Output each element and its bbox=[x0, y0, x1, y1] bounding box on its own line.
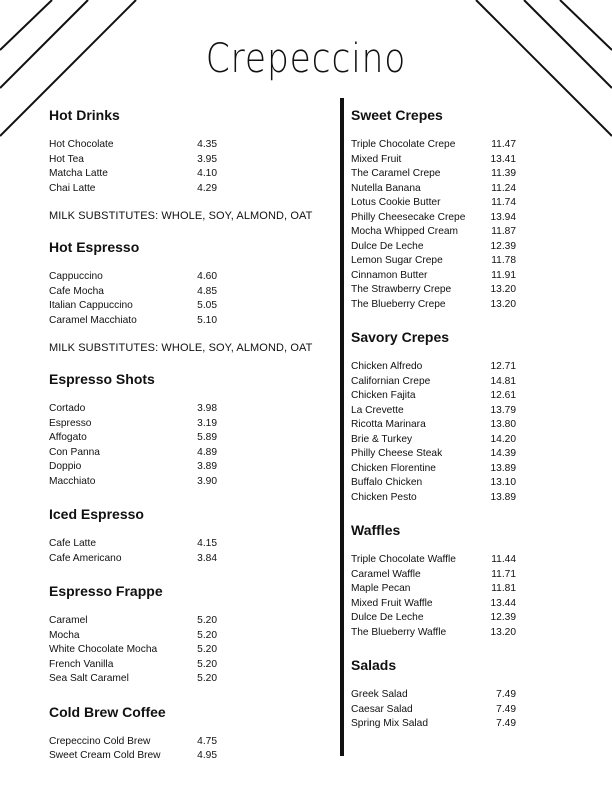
section-title: Salads bbox=[351, 657, 397, 673]
menu-item bbox=[351, 597, 531, 612]
menu-item bbox=[351, 182, 531, 197]
menu-item-name: Matcha Latte bbox=[49, 168, 108, 179]
section-waffles bbox=[351, 521, 531, 640]
menu-item-name: White Chocolate Mocha bbox=[49, 644, 158, 655]
menu-item-price: 5.89 bbox=[197, 432, 217, 443]
menu-item-name: Ricotta Marinara bbox=[351, 419, 426, 430]
menu-item bbox=[351, 703, 531, 718]
menu-item-price: 5.05 bbox=[197, 300, 217, 311]
menu-item bbox=[351, 211, 531, 226]
menu-item bbox=[49, 182, 329, 197]
section-hot-drinks bbox=[49, 106, 329, 222]
menu-item bbox=[351, 582, 531, 597]
menu-item bbox=[49, 270, 329, 285]
menu-item-price: 11.71 bbox=[491, 568, 516, 580]
section-cold-brew-coffee bbox=[49, 703, 329, 764]
menu-item-price: 13.80 bbox=[490, 419, 516, 430]
section-title: Sweet Crepes bbox=[351, 107, 443, 123]
menu-item-price: 11.44 bbox=[491, 554, 516, 565]
milk-substitutes-note: MILK SUBSTITUTES: WHOLE, SOY, ALMOND, OAT bbox=[49, 342, 313, 354]
menu-item-name: Lemon Sugar Crepe bbox=[351, 255, 443, 266]
menu-item bbox=[49, 475, 329, 490]
menu-item-price: 4.60 bbox=[197, 271, 217, 282]
menu-item-name: Chicken Alfredo bbox=[351, 361, 423, 372]
menu-item-name: Cafe Mocha bbox=[49, 285, 104, 297]
menu-item-price: 13.20 bbox=[490, 284, 516, 295]
menu-item-name: Maple Pecan bbox=[351, 583, 411, 594]
menu-item-price: 3.84 bbox=[197, 552, 217, 564]
menu-item bbox=[351, 553, 531, 568]
menu-item-price: 14.39 bbox=[490, 448, 516, 459]
menu-item bbox=[351, 225, 531, 240]
menu-item-name: Caramel bbox=[49, 615, 88, 626]
menu-item bbox=[49, 614, 329, 629]
menu-item-name: Italian Cappuccino bbox=[49, 300, 133, 311]
menu-item bbox=[49, 446, 329, 461]
menu-item-price: 7.49 bbox=[496, 689, 516, 700]
menu-item-price: 5.20 bbox=[197, 658, 217, 670]
menu-item bbox=[49, 285, 329, 300]
menu-item-name: Brie & Turkey bbox=[351, 433, 413, 445]
menu-item bbox=[351, 360, 531, 375]
menu-item-price: 13.79 bbox=[490, 404, 516, 416]
menu-item-name: The Caramel Crepe bbox=[351, 168, 441, 179]
menu-item-price: 13.89 bbox=[490, 491, 516, 503]
menu-item-name: Caesar Salad bbox=[351, 703, 413, 715]
menu-item-name: Lotus Cookie Butter bbox=[351, 197, 441, 208]
menu-item-price: 13.89 bbox=[490, 462, 516, 474]
menu-item-price: 4.10 bbox=[197, 168, 217, 179]
menu-item-name: Caramel Macchiato bbox=[49, 314, 137, 326]
menu-item-price: 4.35 bbox=[197, 139, 217, 150]
menu-item bbox=[49, 537, 329, 552]
menu-item bbox=[49, 167, 329, 182]
menu-item-list bbox=[49, 270, 329, 328]
section-title: Cold Brew Coffee bbox=[49, 703, 166, 720]
menu-item-price: 3.89 bbox=[197, 461, 217, 472]
section-title: Hot Drinks bbox=[49, 107, 120, 123]
menu-item-price: 4.75 bbox=[197, 735, 217, 747]
menu-title: Crepeccino bbox=[205, 36, 407, 82]
menu-item-price: 5.20 bbox=[197, 673, 217, 684]
menu-item-price: 14.20 bbox=[490, 433, 516, 445]
menu-item bbox=[351, 404, 531, 419]
menu-item-name: Buffalo Chicken bbox=[351, 477, 423, 488]
menu-item-name: Californian Crepe bbox=[351, 375, 431, 387]
menu-item bbox=[49, 749, 329, 764]
left-menu-column bbox=[49, 106, 329, 764]
menu-item-name: Triple Chocolate Waffle bbox=[351, 554, 456, 565]
menu-item-name: Cafe Americano bbox=[49, 552, 122, 564]
menu-item-price: 3.90 bbox=[197, 475, 217, 487]
menu-item-price: 5.10 bbox=[197, 314, 217, 326]
menu-item bbox=[351, 433, 531, 448]
menu-item-price: 11.81 bbox=[491, 583, 516, 594]
menu-item bbox=[351, 688, 531, 703]
menu-item bbox=[351, 269, 531, 284]
menu-item-price: 3.95 bbox=[197, 153, 217, 165]
menu-item-price: 11.39 bbox=[491, 168, 516, 179]
menu-item-name: Hot Tea bbox=[49, 153, 84, 165]
section-title: Espresso Shots bbox=[49, 371, 155, 387]
menu-item bbox=[49, 460, 329, 475]
menu-item bbox=[49, 431, 329, 446]
menu-item-price: 3.19 bbox=[197, 417, 217, 429]
menu-item-list bbox=[351, 553, 531, 640]
menu-item-name: Caramel Waffle bbox=[351, 568, 421, 580]
menu-item bbox=[351, 240, 531, 255]
menu-item-name: Cafe Latte bbox=[49, 538, 97, 549]
menu-item-price: 13.10 bbox=[490, 477, 516, 488]
menu-item-price: 11.47 bbox=[491, 139, 516, 150]
menu-item bbox=[49, 658, 329, 673]
menu-item-name: Macchiato bbox=[49, 475, 96, 487]
menu-item-price: 11.74 bbox=[491, 197, 516, 208]
menu-item bbox=[351, 375, 531, 390]
menu-item bbox=[351, 298, 531, 313]
menu-item-list bbox=[351, 138, 531, 312]
menu-item-list bbox=[49, 138, 329, 196]
right-menu-column bbox=[351, 106, 531, 732]
menu-item-price: 5.20 bbox=[197, 644, 217, 655]
menu-item bbox=[49, 735, 329, 750]
menu-item-price: 5.20 bbox=[197, 629, 217, 641]
section-sweet-crepes bbox=[351, 106, 531, 312]
menu-item-list bbox=[351, 688, 531, 732]
menu-item-price: 7.49 bbox=[496, 703, 516, 715]
menu-item bbox=[351, 568, 531, 583]
menu-item bbox=[49, 672, 329, 687]
menu-item bbox=[351, 167, 531, 182]
menu-item-name: Greek Salad bbox=[351, 689, 408, 700]
menu-item bbox=[351, 717, 531, 732]
section-espresso-shots bbox=[49, 370, 329, 489]
menu-item-list bbox=[49, 735, 329, 764]
menu-item bbox=[351, 389, 531, 404]
menu-item-price: 12.61 bbox=[490, 390, 516, 401]
section-title: Hot Espresso bbox=[49, 239, 140, 255]
menu-item-price: 5.20 bbox=[197, 615, 217, 626]
menu-item-name: Dulce De Leche bbox=[351, 612, 424, 623]
menu-item-list bbox=[49, 402, 329, 489]
menu-item-price: 7.49 bbox=[496, 718, 516, 729]
menu-item-name: Cortado bbox=[49, 403, 86, 414]
section-savory-crepes bbox=[351, 328, 531, 505]
menu-item-price: 12.39 bbox=[490, 240, 516, 252]
menu-item bbox=[351, 196, 531, 211]
menu-item-price: 13.44 bbox=[490, 597, 516, 609]
section-title: Savory Crepes bbox=[351, 329, 450, 345]
menu-item bbox=[49, 153, 329, 168]
menu-item bbox=[351, 138, 531, 153]
section-spacer bbox=[49, 566, 329, 582]
section-title: Waffles bbox=[351, 522, 401, 538]
menu-item bbox=[351, 462, 531, 477]
menu-item bbox=[351, 418, 531, 433]
menu-item-price: 4.29 bbox=[197, 182, 217, 194]
menu-item bbox=[49, 629, 329, 644]
menu-item bbox=[351, 491, 531, 506]
section-spacer bbox=[49, 489, 329, 505]
section-iced-espresso bbox=[49, 505, 329, 566]
menu-item bbox=[351, 626, 531, 641]
menu-item-name: Espresso bbox=[49, 417, 92, 429]
menu-item-price: 13.20 bbox=[490, 626, 516, 638]
menu-item-price: 11.78 bbox=[491, 255, 516, 266]
menu-item-name: Triple Chocolate Crepe bbox=[351, 139, 456, 150]
menu-item-name: French Vanilla bbox=[49, 658, 114, 670]
menu-item bbox=[351, 254, 531, 269]
menu-item-name: La Crevette bbox=[351, 404, 404, 416]
menu-item-name: Chai Latte bbox=[49, 182, 96, 194]
menu-item bbox=[351, 476, 531, 491]
section-espresso-frappe bbox=[49, 582, 329, 687]
menu-item-name: Cinnamon Butter bbox=[351, 269, 428, 281]
menu-item-name: The Blueberry Crepe bbox=[351, 298, 446, 310]
menu-item-list bbox=[49, 537, 329, 566]
menu-item-name: Hot Chocolate bbox=[49, 139, 114, 150]
menu-item-price: 13.94 bbox=[490, 211, 516, 223]
menu-item-price: 13.20 bbox=[490, 298, 516, 310]
section-spacer bbox=[351, 640, 531, 656]
menu-item-price: 3.98 bbox=[197, 403, 217, 414]
menu-item-name: Philly Cheese Steak bbox=[351, 448, 443, 459]
menu-item bbox=[49, 314, 329, 329]
section-spacer bbox=[49, 687, 329, 703]
menu-item-name: Con Panna bbox=[49, 446, 100, 458]
menu-item-name: The Blueberry Waffle bbox=[351, 626, 447, 638]
menu-item-name: Mixed Fruit bbox=[351, 153, 402, 165]
menu-item-name: Chicken Fajita bbox=[351, 390, 416, 401]
menu-item-price: 4.89 bbox=[197, 446, 217, 458]
menu-item-price: 12.39 bbox=[490, 612, 516, 623]
menu-item-name: Sweet Cream Cold Brew bbox=[49, 750, 161, 761]
menu-item-price: 4.95 bbox=[197, 750, 217, 761]
section-title: Iced Espresso bbox=[49, 506, 144, 522]
column-divider bbox=[340, 98, 344, 756]
menu-item-price: 11.91 bbox=[491, 269, 516, 281]
menu-item-name: Mocha bbox=[49, 629, 80, 641]
section-spacer bbox=[49, 222, 329, 238]
menu-item-price: 11.24 bbox=[491, 182, 516, 194]
menu-item-name: Chicken Florentine bbox=[351, 462, 436, 474]
menu-item-name: Sea Salt Caramel bbox=[49, 673, 129, 684]
menu-item-name: Mocha Whipped Cream bbox=[351, 226, 459, 237]
menu-item bbox=[351, 611, 531, 626]
menu-item-price: 12.71 bbox=[490, 361, 516, 372]
menu-item-price: 4.15 bbox=[197, 538, 217, 549]
menu-item-name: Spring Mix Salad bbox=[351, 718, 429, 729]
section-title: Espresso Frappe bbox=[49, 583, 163, 599]
section-spacer bbox=[351, 312, 531, 328]
menu-item-name: Affogato bbox=[49, 432, 87, 443]
section-salads bbox=[351, 656, 531, 732]
menu-item-name: Doppio bbox=[49, 461, 82, 472]
menu-item bbox=[351, 447, 531, 462]
menu-item bbox=[351, 283, 531, 298]
menu-item-price: 4.85 bbox=[197, 285, 217, 297]
menu-item-name: The Strawberry Crepe bbox=[351, 284, 452, 295]
menu-item-price: 13.41 bbox=[490, 153, 516, 165]
menu-item-name: Chicken Pesto bbox=[351, 491, 417, 503]
menu-item-price: 14.81 bbox=[490, 375, 516, 387]
section-spacer bbox=[351, 505, 531, 521]
menu-item-name: Philly Cheesecake Crepe bbox=[351, 211, 466, 223]
menu-item-name: Mixed Fruit Waffle bbox=[351, 597, 433, 609]
menu-item bbox=[49, 138, 329, 153]
menu-item-name: Cappuccino bbox=[49, 271, 103, 282]
menu-item bbox=[49, 299, 329, 314]
menu-item bbox=[49, 402, 329, 417]
menu-item-name: Crepeccino Cold Brew bbox=[49, 735, 151, 747]
menu-item-name: Dulce De Leche bbox=[351, 240, 424, 252]
menu-item-price: 11.87 bbox=[491, 226, 516, 237]
menu-item bbox=[49, 552, 329, 567]
menu-item bbox=[351, 153, 531, 168]
section-spacer bbox=[49, 354, 329, 370]
milk-substitutes-note: MILK SUBSTITUTES: WHOLE, SOY, ALMOND, OAT bbox=[49, 210, 313, 222]
menu-item-name: Nutella Banana bbox=[351, 182, 421, 194]
menu-item bbox=[49, 643, 329, 658]
section-hot-espresso bbox=[49, 238, 329, 354]
menu-item-list bbox=[49, 614, 329, 687]
menu-item-list bbox=[351, 360, 531, 505]
menu-item bbox=[49, 417, 329, 432]
